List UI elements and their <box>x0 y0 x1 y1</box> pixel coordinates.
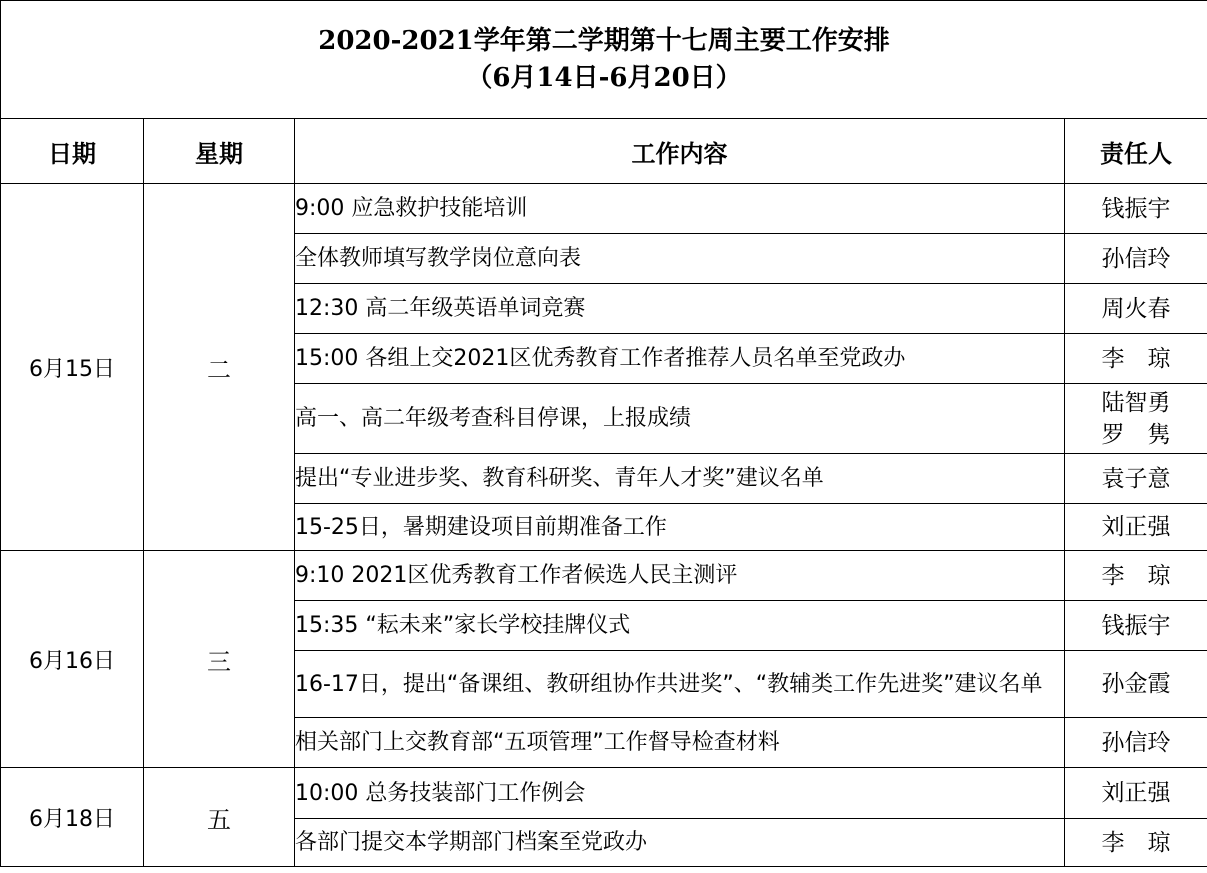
date-cell: 6月16日 <box>1 551 144 768</box>
title-line-2: （6月14日-6月20日） <box>466 62 742 93</box>
task-content-cell: 高一、高二年级考查科目停课，上报成绩 <box>295 384 1065 454</box>
responsible-person-cell: 孙金霞 <box>1065 651 1207 718</box>
task-content-cell: 16-17日，提出“备课组、教研组协作共进奖”、“教辅类工作先进奖”建议名单 <box>295 651 1065 718</box>
responsible-person-cell: 陆智勇 罗 隽 <box>1065 384 1207 454</box>
title-row <box>1 1 1207 119</box>
responsible-person-cell: 刘正强 <box>1065 768 1207 819</box>
responsible-person-cell: 钱振宇 <box>1065 601 1207 651</box>
header-weekday: 星期 <box>144 119 295 184</box>
responsible-person-cell: 钱振宇 <box>1065 184 1207 234</box>
table-row <box>1 184 1207 234</box>
responsible-person-cell: 李 琼 <box>1065 819 1207 867</box>
responsible-person-cell: 李 琼 <box>1065 551 1207 601</box>
task-content-cell: 15-25日，暑期建设项目前期准备工作 <box>295 504 1065 551</box>
table-row <box>1 768 1207 819</box>
date-cell: 6月15日 <box>1 184 144 551</box>
header-date: 日期 <box>1 119 144 184</box>
weekday-cell: 二 <box>144 184 295 551</box>
responsible-person-cell: 周火春 <box>1065 284 1207 334</box>
date-cell: 6月18日 <box>1 768 144 867</box>
responsible-person-cell: 孙信玲 <box>1065 234 1207 284</box>
page-title <box>1 1 1207 119</box>
header-row <box>1 119 1207 184</box>
task-content-cell: 9:10 2021区优秀教育工作者候选人民主测评 <box>295 551 1065 601</box>
task-content-cell: 15:35 “耘未来”家长学校挂牌仪式 <box>295 601 1065 651</box>
task-content-cell: 提出“专业进步奖、教育科研奖、青年人才奖”建议名单 <box>295 454 1065 504</box>
weekday-cell: 五 <box>144 768 295 867</box>
responsible-person-cell: 孙信玲 <box>1065 718 1207 768</box>
table-row <box>1 551 1207 601</box>
weekday-cell: 三 <box>144 551 295 768</box>
task-content-cell: 全体教师填写教学岗位意向表 <box>295 234 1065 284</box>
task-content-cell: 10:00 总务技装部门工作例会 <box>295 768 1065 819</box>
header-content: 工作内容 <box>295 119 1065 184</box>
task-content-cell: 各部门提交本学期部门档案至党政办 <box>295 819 1065 867</box>
responsible-person-cell: 李 琼 <box>1065 334 1207 384</box>
responsible-person-cell: 袁子意 <box>1065 454 1207 504</box>
task-content-cell: 15:00 各组上交2021区优秀教育工作者推荐人员名单至党政办 <box>295 334 1065 384</box>
task-content-cell: 9:00 应急救护技能培训 <box>295 184 1065 234</box>
task-content-cell: 相关部门上交教育部“五项管理”工作督导检查材料 <box>295 718 1065 768</box>
title-line-1: 2020-2021学年第二学期第十七周主要工作安排 <box>318 25 890 56</box>
task-content-cell: 12:30 高二年级英语单词竞赛 <box>295 284 1065 334</box>
header-person: 责任人 <box>1065 119 1207 184</box>
responsible-person-cell: 刘正强 <box>1065 504 1207 551</box>
